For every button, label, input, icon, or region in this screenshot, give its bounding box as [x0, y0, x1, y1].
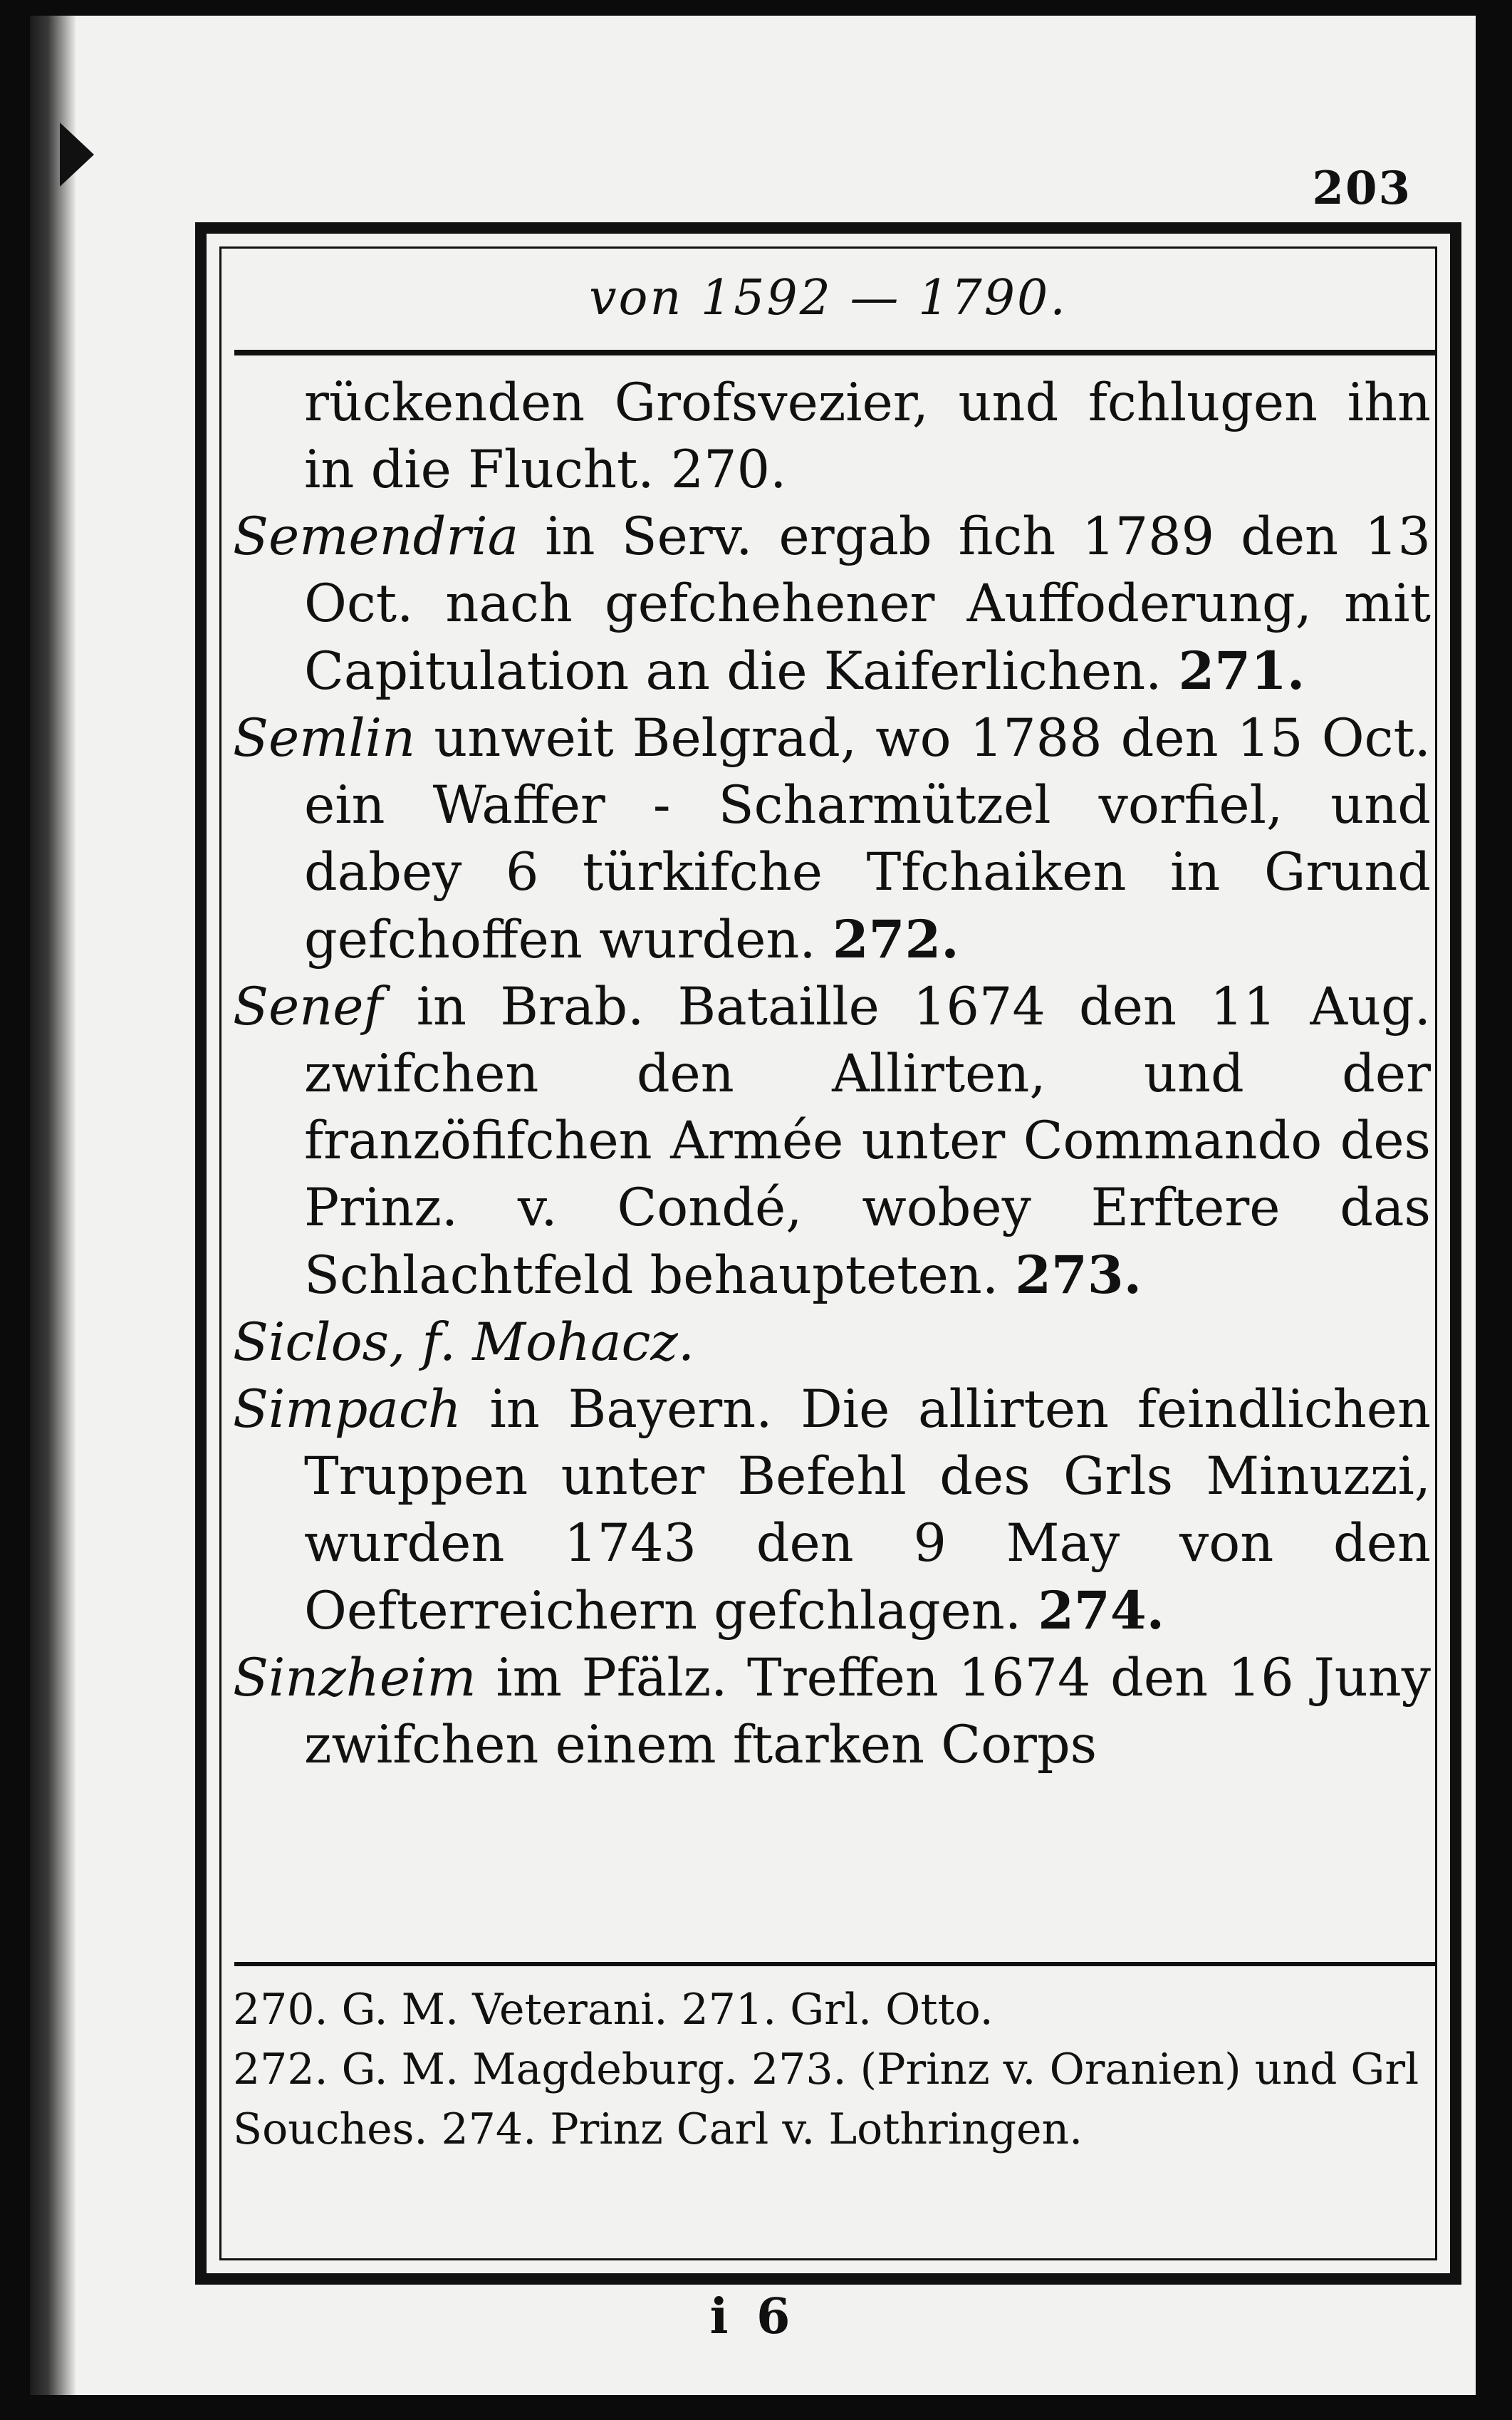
footnote-rule: [234, 1962, 1435, 1966]
running-header: von 1592 — 1790.: [589, 270, 1068, 326]
footnotes: [233, 1980, 1428, 2159]
list-item: Senef in Brab. Bataille 1674 den 11 Aug. zwifchen den Allirten, und der franzöfifchen Armée unter Commando des Prinz. v. Condé, wobey Erftere das Schlachtfeld behaupteten. 273.: [233, 977, 1431, 1306]
footnote-line: 272. G. M. Magdeburg. 273. (Prinz v. Oranien) und Grl Souches. 274. Prinz Carl v. Lothringen.: [233, 2045, 1419, 2154]
entry-name: Sinzheim: [233, 1648, 476, 1708]
list-item: Siclos, f. Mohacz.: [233, 1312, 695, 1373]
binding-gutter: [30, 16, 75, 2395]
text-frame: [195, 222, 1461, 2285]
page-number: 203: [1312, 162, 1412, 215]
list-item: Semlin unweit Belgrad, wo 1788 den 15 Oct. ein Waffer - Scharmützel vorfiel, und dabey 6 türkifche Tfchaiken in Grund gefchoffen wurden. 272.: [233, 708, 1431, 970]
signature-mark: i 6: [709, 2288, 796, 2345]
entry-name: Siclos: [233, 1312, 389, 1373]
entries-list: [233, 370, 1431, 1779]
entry-name: Semlin: [233, 708, 416, 769]
header-rule: [234, 350, 1435, 355]
list-item: Semendria in Serv. ergab fich 1789 den 13 Oct. nach gefchehener Auffoderung, mit Capitulation an die Kaiferlichen. 271.: [233, 507, 1431, 702]
list-item: Simpach in Bayern. Die allirten feindlichen Truppen unter Befehl des Grls Minuzzi, wurden 1743 den 9 May von den Oefterreichern gefchlagen. 274.: [233, 1379, 1431, 1641]
text-frame-inner: [219, 246, 1437, 2260]
list-item: Sinzheim im Pfälz. Treffen 1674 den 16 Juny zwifchen einem ftarken Corps: [233, 1648, 1431, 1775]
entry-name: Simpach: [233, 1379, 462, 1440]
entry-name: Senef: [233, 977, 383, 1037]
list-item: rückenden Grofsvezier, und fchlugen ihn in die Flucht. 270.: [304, 373, 1431, 500]
book-page: [30, 16, 1476, 2395]
page-tab-marker: [60, 123, 94, 187]
entry-name: Semendria: [233, 507, 519, 567]
footnote-line: 270. G. M. Veterani. 271. Grl. Otto.: [233, 1985, 994, 2035]
